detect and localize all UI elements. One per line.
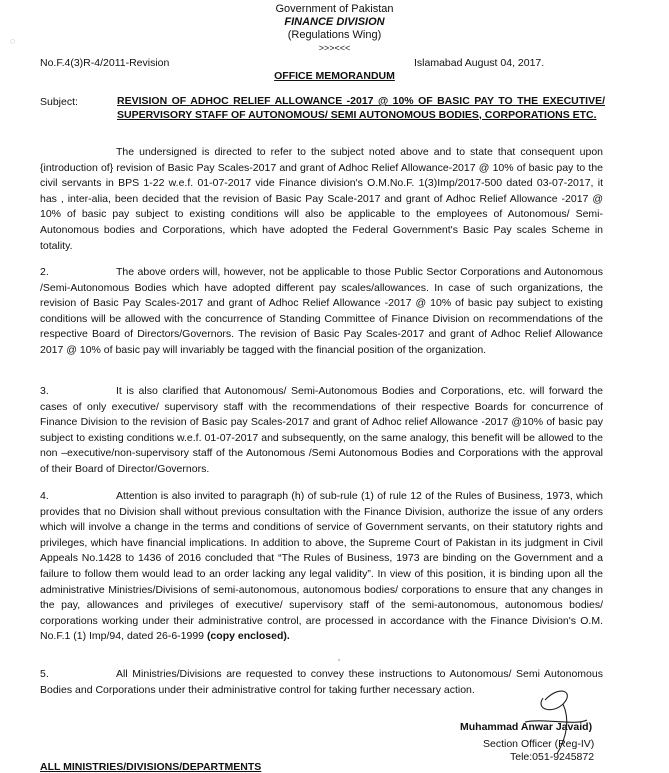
header-ornament: >>><<< xyxy=(318,43,351,53)
place-date: Islamabad August 04, 2017. xyxy=(414,57,545,69)
paragraph-2-number: 2. xyxy=(40,266,49,278)
memo-title: OFFICE MEMORANDUM xyxy=(274,70,395,82)
scan-mark: ◌ xyxy=(10,36,16,46)
signatory-designation: Section Officer (Reg-IV) xyxy=(483,738,595,750)
paragraph-2: The above orders will, however, not be applicable to those Public Sector Corporations and Autonomous /Semi-Autonomous Bodies which have adopted different pay scales/allowances. In case of such organizations, the revision of Basic Pay Scales-2017 and grant of Adhoc Relief Allowance -2017 @ 10% of basic pay subject to existing conditions will be allowed with the concurrence of Standing Committee of Finance Division on recommendations of the respective Board of Directors/Governors. The revision of Basic Pay Scales-2017 and grant of Adhoc Relief Allowance 2017 @ 10% of basic pay will invariably be tagged with the financial position of the organization. xyxy=(40,266,603,356)
distribution-heading: ALL MINISTRIES/DIVISIONS/DEPARTMENTS xyxy=(40,761,262,773)
government-heading: Government of Pakistan xyxy=(275,3,394,15)
paragraph-3: It is also clarified that Autonomous/ Semi-Autonomous Bodies and Corporations, etc. will forward the cases of only executive/ supervisory staff with the recommendations of their respective Boards for concurrence of Finance Division to the revision of Basic pay Scales-2017 and grant of Adhoc relief Allowance -2017 @10% of basic pay subject to existing conditions w.e.f. 01-07-2017 and subsequently, on the same analogy, this benefit will be allowed to the non –executive/non-supervisory staff of the Autonomous /Semi Autonomous Bodies and Corporations with the approval of their Board of Director/Governors. xyxy=(40,385,603,475)
reference-number: No.F.4(3)R-4/2011-Revision xyxy=(40,57,170,69)
division-heading: FINANCE DIVISION xyxy=(284,16,385,28)
signatory-name: Muhammad Anwar Javaid) xyxy=(460,721,593,733)
paragraph-4 xyxy=(40,489,603,645)
signatory-telephone: Tele:051-9245872 xyxy=(510,751,595,763)
paragraph-3-number: 3. xyxy=(40,385,49,397)
subject-label: Subject: xyxy=(40,96,78,108)
paragraph-5-number: 5. xyxy=(40,668,49,680)
paragraph-5: All Ministries/Divisions are requested to convey these instructions to Autonomous/ Semi Autonomous Bodies and Corporations under their administrative control for taking further necessary action. xyxy=(40,668,603,696)
scan-mark: ‚ xyxy=(338,652,340,662)
paragraph-1: The undersigned is directed to refer to the subject noted above and to state that consequent upon {introduction of} revision of Basic Pay Scales-2017 and grant of Adhoc Relief Allowance-2017 @ 10% of basic pay to the civil servants in BPS 1-22 w.e.f. 01-07-2017 vide Finance division's O.M.No.F. 1(3)Imp/2017-500 dated 03-07-2017, it has , inter-alia, been decided that the revision of Basic Pay Scale-2017 and grant of Adhoc Relief Allowance -2017 @ 10% of basic pay subject to existing conditions will also be applicable to the employees of Autonomous/ Semi-Autonomous bodies and Corporations, which have adopted the Federal Government's Basic Pay scales Scheme in totality. xyxy=(40,146,603,252)
copy-enclosed-note: (copy enclosed). xyxy=(206,630,290,643)
subject-text: REVISION OF ADHOC RELIEF ALLOWANCE -2017 @ 10% OF BASIC PAY TO THE EXECUTIVE/ SUPERVISORY STAFF OF AUTONOMOUS/ SEMI AUTONOMOUS BODIES, CORPORATIONS ETC. xyxy=(117,95,605,121)
paragraph-4-number: 4. xyxy=(40,490,49,502)
wing-heading: (Regulations Wing) xyxy=(287,29,382,41)
paragraph-4-body: Attention is also invited to paragraph (h) of sub-rule (1) of rule 12 of the Rules of Business, 1973, which provides that no Division shall without previous consultation with the Finance Division, authorize the issue of any orders which will involve a change in the terms and conditions of service of Government servants, on their statutory rights and privileges, which have financial implications. In addition to above, the Supreme Court of Pakistan in its judgment in Civil Appeals No.1428 to 1436 of 2016 concluded that “The Rules of Business, 1973 are binding on the Government and a failure to follow them would lead to an order lacking any legal validity”. In view of this position, it is binding upon all the administrative Ministries/Divisions of semi-autonomous, autonomous bodies/ corporations to ensure that any changes in the pay, allowances and privileges of executive/ supervisory staff of the semi-autonomous, autonomous bodies/ corporations working under their administrative control, are processed in accordance with the Finance Division's O.M. No.F.1 (1) Imp/94, dated 26-6-1999 xyxy=(40,490,603,643)
